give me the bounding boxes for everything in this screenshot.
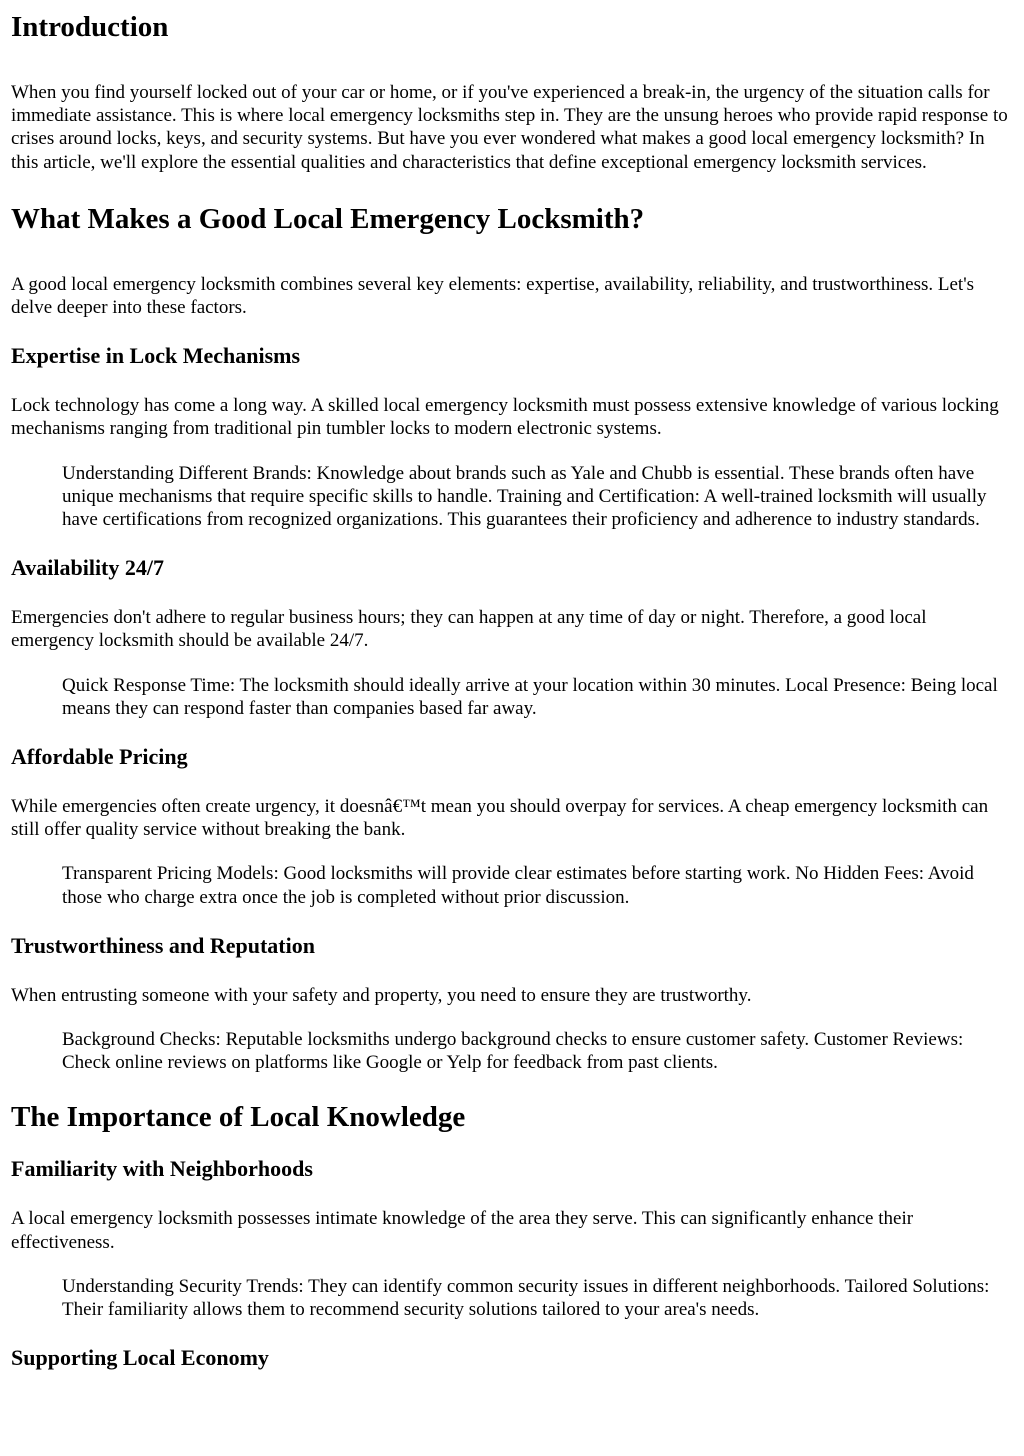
article [0, 10, 1024, 1371]
paragraph-neighborhoods: A local emergency locksmith possesses intimate knowledge of the area they serve. This can significantly enhance their effectiveness. [11, 1208, 914, 1253]
heading-what-makes: What Makes a Good Local Emergency Locksmith? [11, 202, 645, 235]
paragraph-what-makes: A good local emergency locksmith combines several key elements: expertise, availability, reliability, and trustworthiness. Let's delve deeper into these factors. [11, 273, 975, 319]
paragraph-availability: Emergencies don't adhere to regular business hours; they can happen at any time of day or night. Therefore, a good local emergency locksmith should be available 24/7. [11, 607, 927, 652]
heading-introduction: Introduction [11, 11, 169, 43]
heading-trust: Trustworthiness and Reputation [11, 932, 315, 958]
heading-neighborhoods: Familiarity with Neighborhoods [11, 1156, 313, 1182]
paragraph-expertise: Lock technology has come a long way. A skilled local emergency locksmith must possess extensive knowledge of various locking mechanisms ranging from traditional pin tumbler locks to modern electronic systems. [11, 395, 999, 440]
quote-neighborhoods: Understanding Security Trends: They can identify common security issues in different neighborhoods. Tailored Solutions: Their familiarity allows them to recommend security solutions tailored to your area's needs. [62, 1275, 990, 1321]
heading-economy: Supporting Local Economy [11, 1345, 269, 1371]
quote-availability: Quick Response Time: The locksmith should ideally arrive at your location within 30 minutes. Local Presence: Being local means they can respond faster than companies based far away. [62, 674, 998, 719]
quote-pricing: Transparent Pricing Models: Good locksmiths will provide clear estimates before starting work. No Hidden Fees: Avoid those who charge extra once the job is completed without prior discussion. [62, 863, 974, 908]
quote-expertise: Understanding Different Brands: Knowledge about brands such as Yale and Chubb is essential. These brands often have unique mechanisms that require specific skills to handle. Training and Certification: A well-trained locksmith will usually have certifications from recognized organizations. This guarantees their proficiency and adherence to industry standards. [62, 462, 987, 531]
paragraph-trust: When entrusting someone with your safety and property, you need to ensure they are trustworthy. [11, 984, 752, 1006]
heading-local-knowledge: The Importance of Local Knowledge [11, 1101, 466, 1134]
paragraph-pricing: While emergencies often create urgency, it doesnâ€™t mean you should overpay for services. A cheap emergency locksmith can still offer quality service without breaking the bank. [11, 796, 989, 841]
heading-pricing: Affordable Pricing [11, 744, 188, 770]
quote-trust: Background Checks: Reputable locksmiths undergo background checks to ensure customer safety. Customer Reviews: Check online reviews on platforms like Google or Yelp for feedback from past clients. [62, 1029, 964, 1074]
paragraph-introduction: When you find yourself locked out of your car or home, or if you've experienced a break-in, the urgency of the situation calls for immediate assistance. This is where local emergency locksmiths step in. They are the unsung heroes who provide rapid response to crises around locks, keys, and security systems. But have you ever wondered what makes a good local emergency locksmith? In this article, we'll explore the essential qualities and characteristics that define exceptional emergency locksmith services. [11, 82, 1008, 173]
heading-availability: Availability 24/7 [11, 555, 164, 581]
heading-expertise: Expertise in Lock Mechanisms [11, 343, 301, 369]
